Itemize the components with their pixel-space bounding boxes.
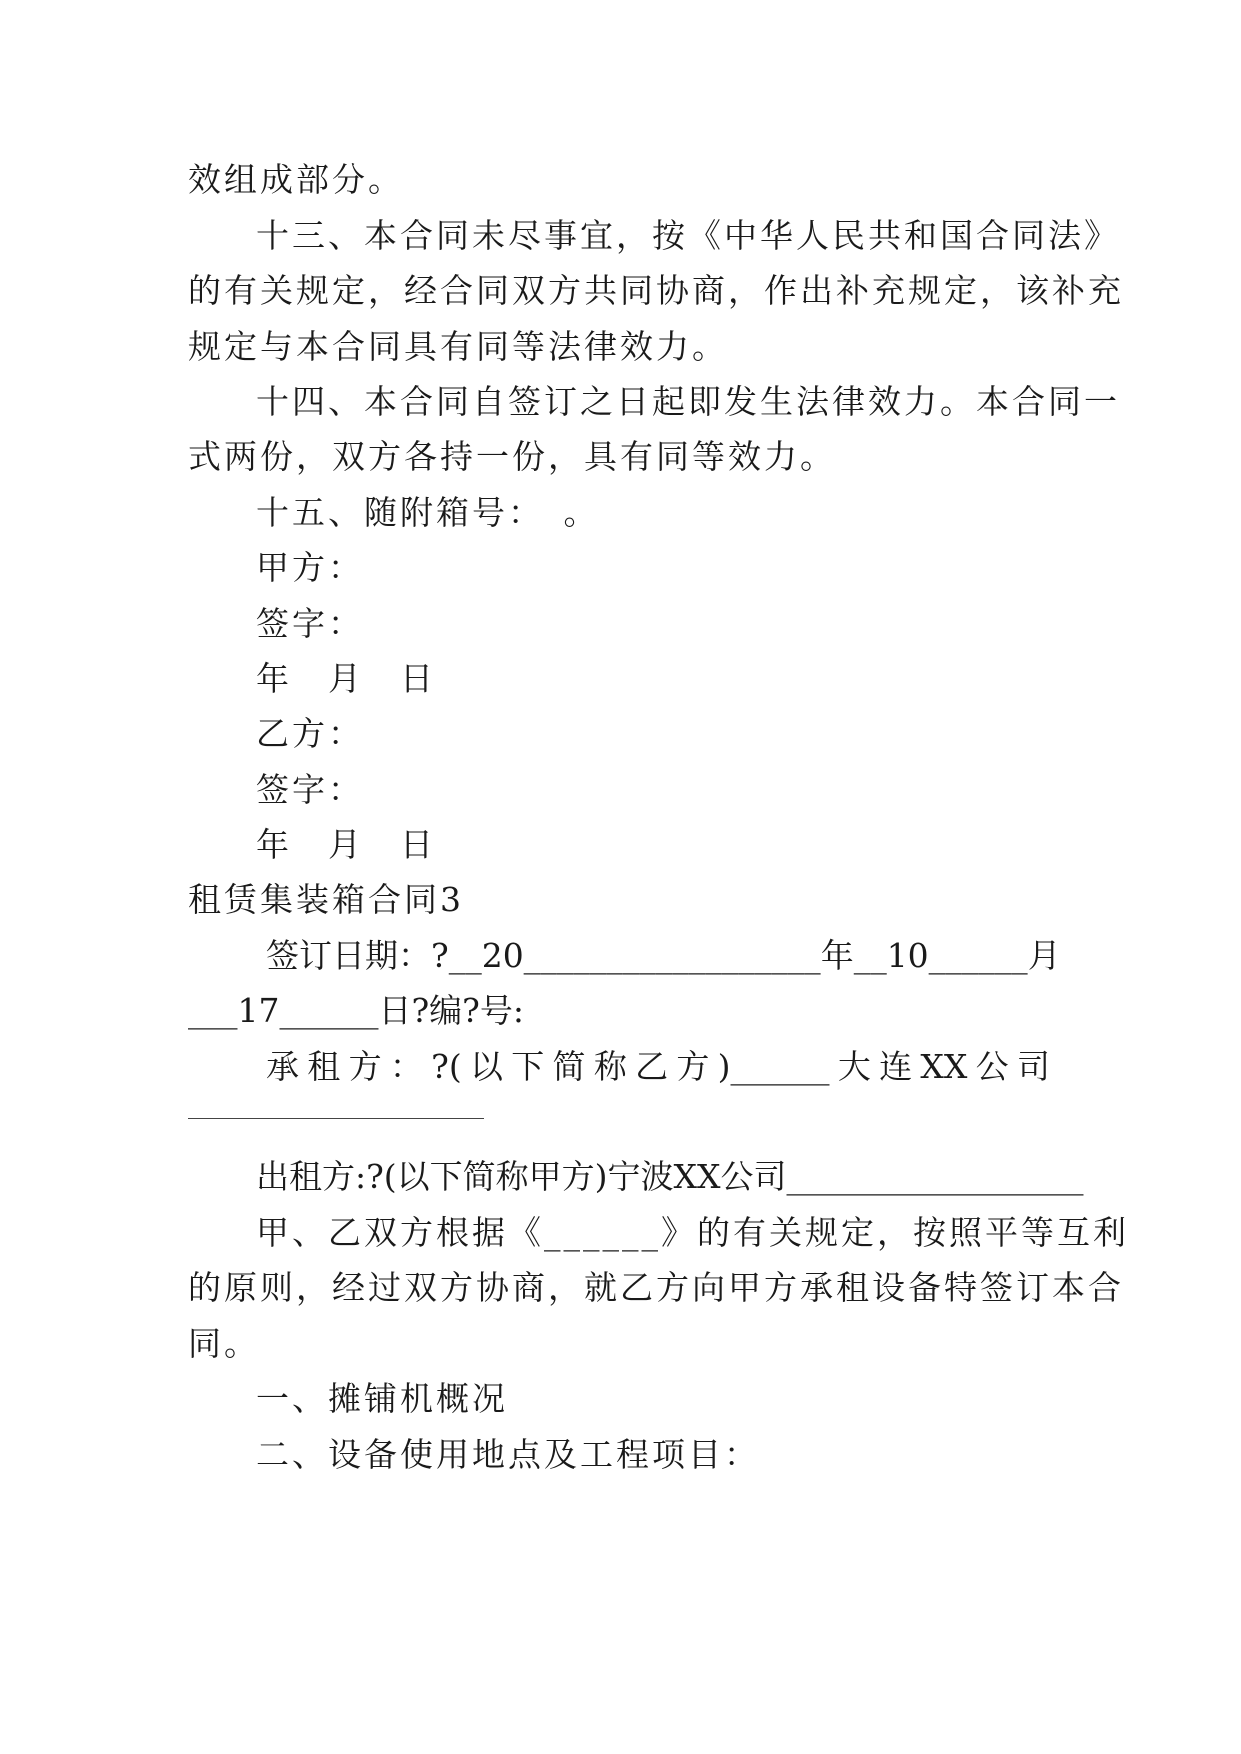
party-a-signature-label: 签字： (256, 604, 364, 643)
signing-date-token: ?__20__________________ (431, 936, 821, 975)
lessee-token: 方 (676, 1047, 710, 1086)
lessee-token: 称 (593, 1047, 627, 1086)
lessee-token: 简 (552, 1047, 586, 1086)
signing-date-token: __10______ (853, 936, 1028, 975)
intro-line-2: 的原则，经过双方协商，就乙方向甲方承租设备特签订本合 (188, 1268, 1124, 1307)
party-a-date: 年 月 日 (256, 659, 436, 698)
lessor-line: 出租方:?(以下简称甲方)宁波XX公司__________________ (256, 1157, 1084, 1196)
signing-date-line-1 (188, 936, 1061, 976)
signing-date-token: 签 (266, 936, 299, 975)
party-a-label: 甲方： (256, 548, 364, 587)
intro-line-3: 同。 (188, 1324, 260, 1363)
lessee-token: ?( (431, 1047, 462, 1086)
lessee-token: 承 (266, 1047, 299, 1086)
signing-date-line-2: ___17______日?编?号: (188, 991, 524, 1030)
lessee-token: XX (920, 1047, 968, 1086)
lessee-token: 公 (975, 1047, 1009, 1086)
clause-13-line-2: 的有关规定，经合同双方共同协商，作出补充规定，该补充 (188, 271, 1124, 310)
lessee-token: 以 (469, 1047, 503, 1086)
lessee-token: ： (389, 1047, 423, 1086)
party-b-label: 乙方： (256, 714, 364, 753)
lessee-line (188, 1047, 1050, 1087)
signing-date-token: ： (398, 936, 431, 975)
clause-14-line-2: 式两份，双方各持一份，具有同等效力。 (188, 437, 836, 476)
signing-date-token: 月 (1027, 936, 1061, 975)
section-1-heading: 一、摊铺机概况 (256, 1379, 508, 1418)
paragraph-continuation: 效组成部分。 (188, 160, 404, 199)
lessee-token: 下 (511, 1047, 545, 1086)
signing-date-token: 订 (299, 936, 332, 975)
clause-15: 十五、随附箱号： 。 (256, 493, 600, 532)
party-b-signature-label: 签字： (256, 770, 364, 809)
lessee-token: 连 (879, 1047, 913, 1086)
lessee-token: 方 (348, 1047, 382, 1086)
contract-title: 租赁集装箱合同3 (188, 880, 464, 919)
signing-date-token: 期 (365, 936, 398, 975)
lessee-token: 租 (307, 1047, 341, 1086)
clause-13-line-1: 十三、本合同未尽事宜，按《中华人民共和国合同法》 (256, 216, 1120, 255)
section-2-heading: 二、设备使用地点及工程项目： (256, 1435, 760, 1474)
signing-date-token: 年 (820, 936, 854, 975)
intro-line-1: 甲、乙双方根据《______》的有关规定，按照平等互利 (256, 1213, 1129, 1252)
clause-13-line-3: 规定与本合同具有同等法律效力。 (188, 327, 728, 366)
lessee-token: 司 (1016, 1047, 1050, 1086)
lessee-token: )______ (717, 1047, 830, 1086)
party-b-date: 年 月 日 (256, 825, 436, 864)
clause-14-line-1: 十四、本合同自签订之日起即发生法律效力。本合同一 (256, 382, 1120, 421)
lessee-token: 大 (837, 1047, 871, 1086)
signing-date-token: 日 (332, 936, 365, 975)
lessee-underline (188, 1118, 484, 1119)
lessee-token: 乙 (635, 1047, 669, 1086)
